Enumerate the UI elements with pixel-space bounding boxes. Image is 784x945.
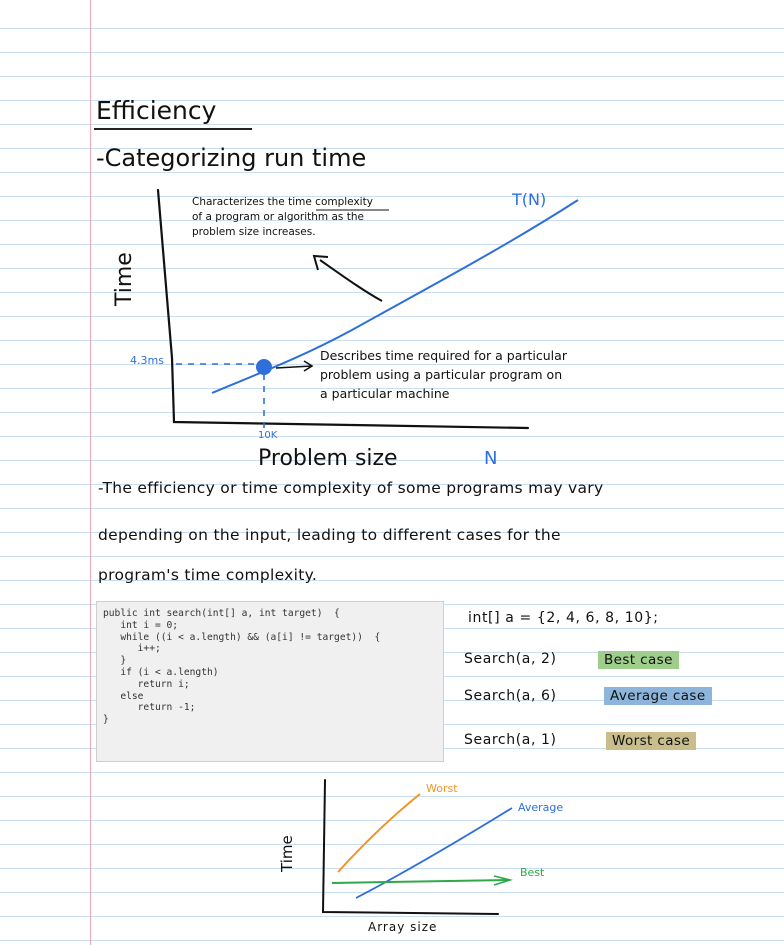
- worst-case-call: Search(a, 1): [464, 732, 557, 748]
- worst-series-label: Worst: [426, 782, 458, 795]
- code-line: return i;: [103, 678, 190, 690]
- point-desc-line-1: Describes time required for a particular: [320, 348, 567, 363]
- code-line: int i = 0;: [103, 619, 179, 631]
- code-line: i++;: [103, 643, 161, 655]
- best-line: [332, 880, 510, 883]
- code-line: }: [103, 655, 127, 667]
- graph2-axes: [323, 780, 498, 914]
- average-case-badge: Average case: [604, 687, 712, 705]
- paragraph-line-2: depending on the input, leading to different cases for the: [98, 526, 561, 544]
- graph1-x-label: Problem size: [258, 446, 398, 471]
- size-value-label: 10K: [258, 430, 278, 441]
- paragraph-line-3: program's time complexity.: [98, 566, 318, 584]
- code-line: if (i < a.length): [103, 666, 219, 678]
- graph2-y-label: Time: [278, 835, 296, 872]
- code-line: return -1;: [103, 702, 196, 714]
- code-line: public int search(int[] a, int target) {: [103, 608, 340, 619]
- curve-label: T(N): [512, 190, 547, 209]
- note-line-3: problem size increases.: [192, 226, 316, 238]
- point-desc-line-2: problem using a particular program on: [320, 367, 563, 382]
- point-desc-line-3: a particular machine: [320, 386, 450, 401]
- code-line: }: [103, 714, 109, 726]
- average-case-call: Search(a, 6): [464, 688, 557, 704]
- worst-case-badge: Worst case: [606, 732, 696, 750]
- graph2-x-label: Array size: [368, 920, 438, 934]
- array-declaration: int[] a = {2, 4, 6, 8, 10};: [468, 610, 659, 626]
- best-series-label: Best: [520, 866, 545, 879]
- average-series-label: Average: [518, 801, 564, 814]
- graph1-x-variable: N: [484, 448, 498, 469]
- time-value-label: 4.3ms: [130, 354, 164, 367]
- graph1-y-label: Time: [112, 252, 137, 306]
- code-line: else: [103, 690, 144, 702]
- best-case-badge: Best case: [598, 651, 679, 669]
- best-case-call: Search(a, 2): [464, 651, 557, 667]
- note-line-1: Characterizes the time complexity: [192, 196, 373, 208]
- page-title: Efficiency: [96, 96, 217, 125]
- average-line: [356, 808, 512, 898]
- worst-line: [338, 794, 420, 872]
- section-heading: -Categorizing run time: [96, 144, 367, 172]
- note-line-2: of a program or algorithm as the: [192, 211, 364, 223]
- paragraph-line-1: -The efficiency or time complexity of some programs may vary: [98, 479, 604, 497]
- code-line: while ((i < a.length) && (a[i] != target)) {: [103, 631, 381, 643]
